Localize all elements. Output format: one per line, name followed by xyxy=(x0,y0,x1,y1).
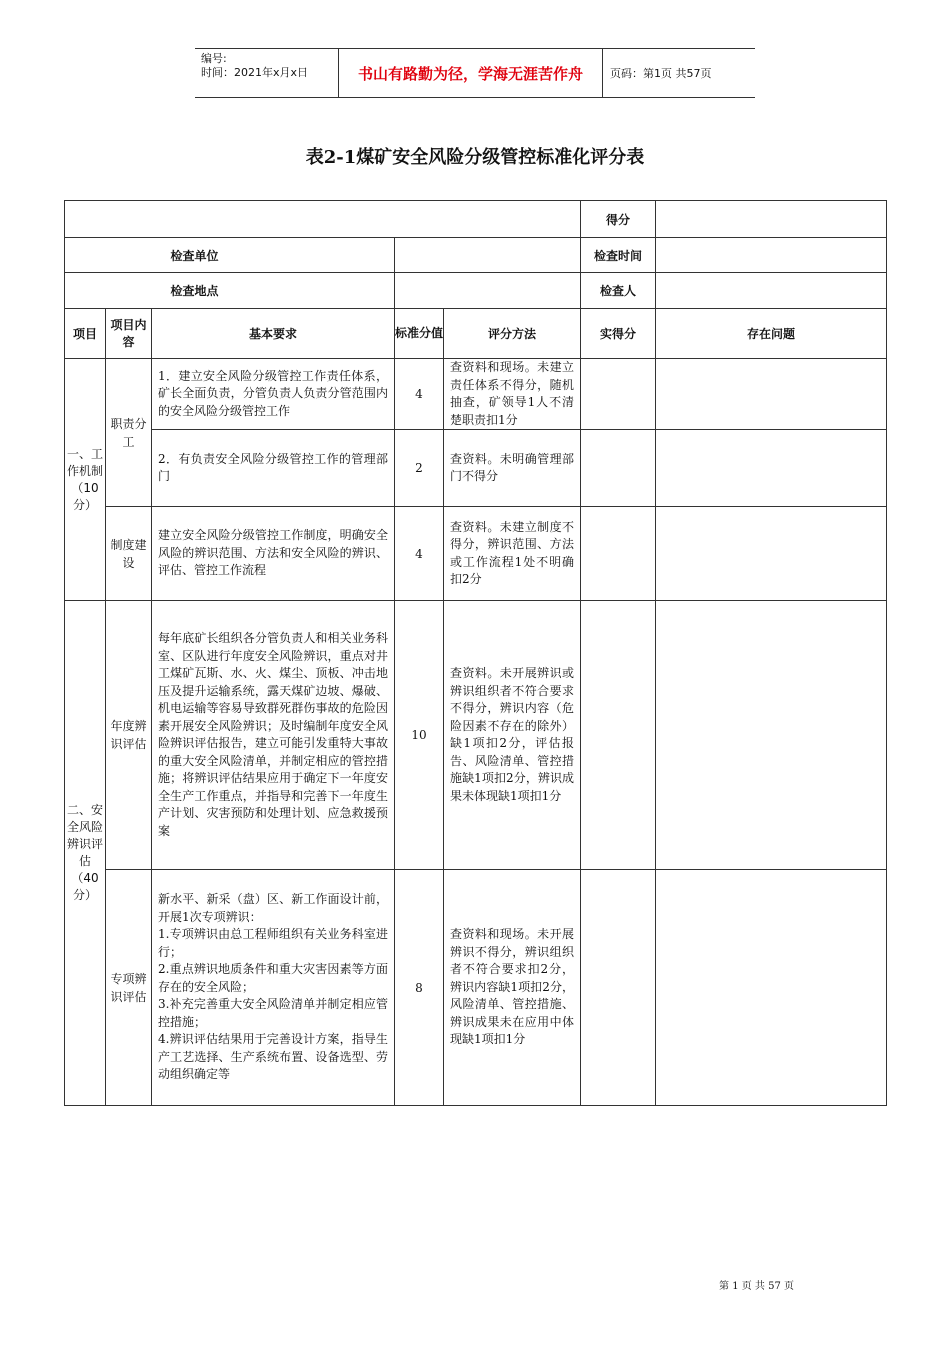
row-problem[interactable] xyxy=(656,601,887,870)
col-method: 评分方法 xyxy=(444,309,581,359)
row-item: 年度辨识评估 xyxy=(106,601,152,870)
table-row xyxy=(65,359,887,430)
row-method: 查资料。未建立制度不得分，辨识范围、方法或工作流程1处不明确扣2分 xyxy=(444,507,581,601)
row-method: 查资料和现场。未建立责任体系不得分，随机抽查，矿领导1人不清楚职责扣1分 xyxy=(444,359,581,430)
row-actual[interactable] xyxy=(581,507,656,601)
page-footer: 第 1 页 共 57 页 xyxy=(719,1281,794,1292)
row-value: 2 xyxy=(395,430,444,507)
row-item: 制度建设 xyxy=(106,507,152,601)
row-actual[interactable] xyxy=(581,870,656,1106)
inspect-time-label: 检查时间 xyxy=(581,238,656,273)
col-problem: 存在问题 xyxy=(656,309,887,359)
table-row xyxy=(65,601,887,870)
col-content: 项目内容 xyxy=(106,309,152,359)
column-header-row xyxy=(65,309,887,359)
inspect-unit-label: 检查单位 xyxy=(65,238,395,273)
row-value: 4 xyxy=(395,359,444,430)
score-label: 得分 xyxy=(581,201,656,238)
table-row xyxy=(65,430,887,507)
table-row xyxy=(65,870,887,1106)
row-value: 10 xyxy=(395,601,444,870)
row-value: 8 xyxy=(395,870,444,1106)
inspect-place-label: 检查地点 xyxy=(65,273,395,309)
number-label: 编号: xyxy=(201,52,227,65)
col-standard: 标准分值 xyxy=(395,309,444,359)
col-project: 项目 xyxy=(65,309,106,359)
col-requirement: 基本要求 xyxy=(152,309,395,359)
inspector-label: 检查人 xyxy=(581,273,656,309)
inspect-unit-row xyxy=(65,238,887,273)
row-actual[interactable] xyxy=(581,359,656,430)
row-item: 专项辨识评估 xyxy=(106,870,152,1106)
section-1-label: 一、工作机制（10分） xyxy=(65,359,106,601)
score-table xyxy=(64,200,887,1106)
inspect-place-row xyxy=(65,273,887,309)
row-problem[interactable] xyxy=(656,430,887,507)
row-method: 查资料。未明确管理部门不得分 xyxy=(444,430,581,507)
row-problem[interactable] xyxy=(656,507,887,601)
col-actual: 实得分 xyxy=(581,309,656,359)
blank-cell xyxy=(65,201,581,238)
section-2-label: 二、安全风险辨识评估（40分） xyxy=(65,601,106,1106)
table-row xyxy=(65,507,887,601)
header-meta xyxy=(195,49,338,97)
row-requirement: 建立安全风险分级管控工作制度，明确安全风险的辨识范围、方法和安全风险的辨识、评估、管控工作流程 xyxy=(152,507,395,601)
row-requirement: 新水平、新采（盘）区、新工作面设计前，开展1次专项辨识： 1.专项辨识由总工程师组织有关业务科室进行； 2.重点辨识地质条件和重大灾害因素等方面存在的安全风险； 3.补充完善重大安全风险清单并制定相应管控措施； 4.辨识评估结果用于完善设计方案，指导生产工艺选择、生产系统布置、设备选型、劳动组织确定等 xyxy=(152,870,395,1106)
header-page-label: 页码：第1页 共57页 xyxy=(610,67,712,80)
row-requirement: 2．有负责安全风险分级管控工作的管理部门 xyxy=(152,430,395,507)
row-method: 查资料。未开展辨识或辨识组织者不符合要求不得分，辨识内容（危险因素不存在的除外）缺1项扣2分，评估报告、风险清单、管控措施缺1项扣2分，辨识成果未体现缺1项扣1分 xyxy=(444,601,581,870)
inspector-value[interactable] xyxy=(656,273,887,309)
score-value-cell[interactable] xyxy=(656,201,887,238)
row-problem[interactable] xyxy=(656,359,887,430)
row-actual[interactable] xyxy=(581,430,656,507)
row-method: 查资料和现场。未开展辨识不得分，辨识组织者不符合要求扣2分，辨识内容缺1项扣2分，风险清单、管控措施、辨识成果未在应用中体现缺1项扣1分 xyxy=(444,870,581,1106)
row-item: 职责分工 xyxy=(106,359,152,507)
time-label: 时间：2021年x月x日 xyxy=(201,66,309,79)
row-actual[interactable] xyxy=(581,601,656,870)
page-title: 表2-1煤矿安全风险分级管控标准化评分表 xyxy=(305,147,645,168)
inspect-time-value[interactable] xyxy=(656,238,887,273)
document-header xyxy=(195,48,755,98)
row-requirement: 每年底矿长组织各分管负责人和相关业务科室、区队进行年度安全风险辨识，重点对井工煤矿瓦斯、水、火、煤尘、顶板、冲击地压及提升运输系统，露天煤矿边坡、爆破、机电运输等容易导致群死群伤事故的危险因素开展安全风险辨识；及时编制年度安全风险辨识评估报告，建立可能引发重特大事故的重大安全风险清单，并制定相应的管控措施；将辨识评估结果应用于确定下一年度安全生产工作重点，并指导和完善下一年度生产计划、灾害预防和处理计划、应急救援预案 xyxy=(152,601,395,870)
header-motto: 书山有路勤为径，学海无涯苦作舟 xyxy=(338,49,603,97)
row-requirement: 1．建立安全风险分级管控工作责任体系，矿长全面负责，分管负责人负责分管范围内的安全风险分级管控工作 xyxy=(152,359,395,430)
inspect-unit-value[interactable] xyxy=(395,238,581,273)
score-row xyxy=(65,201,887,238)
row-value: 4 xyxy=(395,507,444,601)
inspect-place-value[interactable] xyxy=(395,273,581,309)
row-problem[interactable] xyxy=(656,870,887,1106)
